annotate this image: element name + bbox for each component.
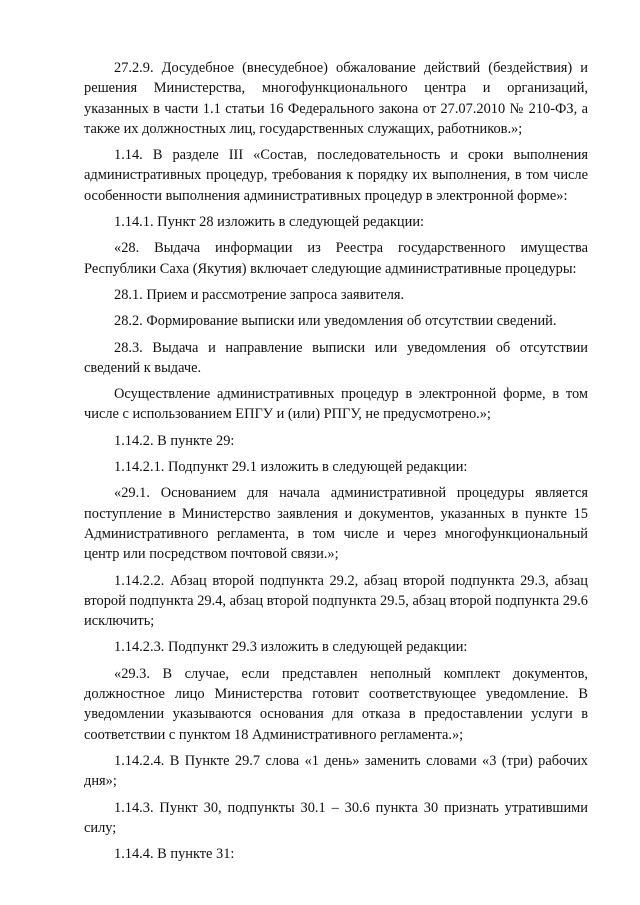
paragraph-1-14-2-3: 1.14.2.3. Подпункт 29.3 изложить в следующей редакции: [114,639,468,656]
paragraph-28-2: 28.2. Формирование выписки или уведомления об отсутствии сведений. [114,313,557,330]
paragraph-1-14-1: 1.14.1. Пункт 28 изложить в следующей редакции: [114,214,425,231]
paragraph-28: «28. Выдача информации из Реестра государственного имущества Республики Саха (Якутия) включает следующие административные процедуры: [84,240,588,277]
paragraph-28-3: 28.3. Выдача и направление выписки или уведомления об отсутствии сведений к выдаче. [84,339,588,376]
paragraph-1-14-3: 1.14.3. Пункт 30, подпункты 30.1 – 30.6 пункта 30 признать утратившими силу; [84,799,588,836]
paragraph-1-14-2-4: 1.14.2.4. В Пункте 29.7 слова «1 день» заменить словами «3 (три) рабочих дня»; [84,752,588,790]
paragraph-1-14: 1.14. В разделе III «Состав, последовательность и сроки выполнения административных процедур, требования к порядку их выполнения, в том числе особенности выполнения административных процедур в электронной форме»: [84,147,588,204]
paragraph-28-1: 28.1. Прием и рассмотрение запроса заявителя. [114,286,405,303]
paragraph-1-14-2: 1.14.2. В пункте 29: [114,432,235,449]
paragraph-27-2-9: 27.2.9. Досудебное (внесудебное) обжалование действий (бездействия) и решения Министерства, многофункционального центра и организаций, указанных в части 1.1 статьи 16 Федерального закона от 27.07.2010 № 210-ФЗ, а также их должностных лиц, государственных служащих, работников.»; [84,60,588,137]
paragraph-29-1: «29.1. Основанием для начала административной процедуры является поступление в Министерство заявления и документов, указанных в пункте 15 Административного регламента, в том числе и через многофункциональный центр или посредством почтовой связи.»; [84,485,588,563]
paragraph-1-14-2-1: 1.14.2.1. Подпункт 29.1 изложить в следующей редакции: [114,459,468,476]
paragraph-1-14-2-2: 1.14.2.2. Абзац второй подпункта 29.2, абзац второй подпункта 29.3, абзац второй подпункта 29.4, абзац второй подпункта 29.5, абзац второй подпункта 29.6 исключить; [84,572,588,630]
paragraph-29-3: «29.3. В случае, если представлен неполный комплект документов, должностное лицо Министерства готовит соответствующее уведомление. В уведомлении указываются основания для отказа в предоставлении услуги в соответствии с пунктом 18 Административного регламента.»; [84,665,588,743]
paragraph-electronic-form: Осуществление административных процедур в электронной форме, в том числе с использованием ЕПГУ и (или) РПГУ, не предусмотрено.»; [84,386,588,423]
paragraph-1-14-4: 1.14.4. В пункте 31: [114,846,235,863]
